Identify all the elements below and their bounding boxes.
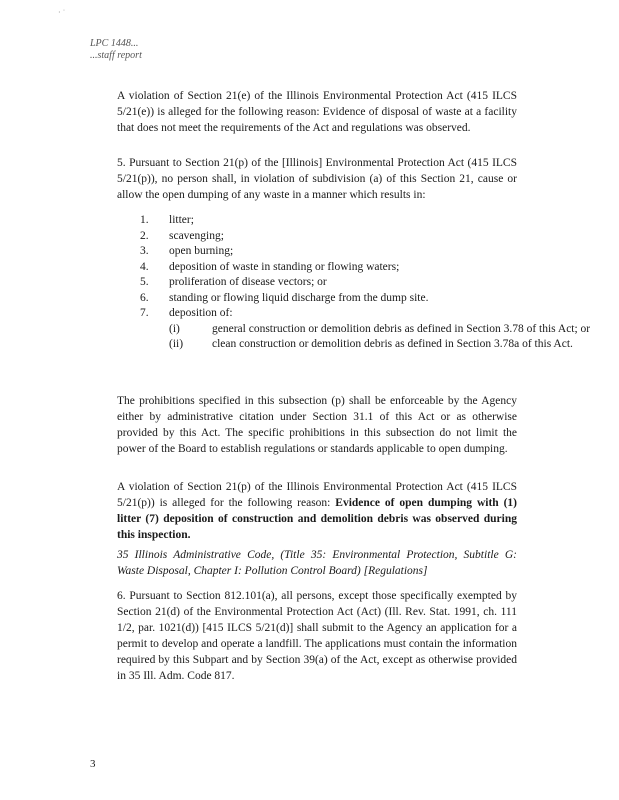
prohibitions-paragraph: The prohibitions specified in this subsection (p) shall be enforceable by the Agency either by administrative citation under Section 31.1 of this Act or as otherwise provided by this Act. The specific prohibitions in this subsection do not limit the power of the Board to establish regulations or standards applicable to open dumping. <box>117 395 517 455</box>
sub-list-item: (i) general construction or demolition debris as defined in Section 3.78 of this Act; or <box>169 322 591 335</box>
list-item-number: 5. <box>140 276 149 288</box>
list-item-text: deposition of waste in standing or flowing waters; <box>169 260 400 273</box>
violation-21p-finding: Evidence of open dumping with (1) litter (7) deposition of construction and demolition debris was observed during this inspection. <box>117 497 517 541</box>
list-item-number: 4. <box>140 260 149 273</box>
deposition-sublist <box>169 322 590 353</box>
header-line-2: ...staff report <box>90 50 142 61</box>
header-line-1: LPC 1448... <box>90 38 139 49</box>
sub-item-text: general construction or demolition debris as defined in Section 3.78 of this Act; or <box>212 322 591 335</box>
section-5-paragraph: 5. Pursuant to Section 21(p) of the [Illinois] Environmental Protection Act (415 ILCS 5/21(p)), no person shall, in violation of subdivision (a) of this Section 21, cause or allow the open dumping of any waste in a manner which results in: <box>117 157 517 201</box>
sub-list-item <box>169 337 590 353</box>
list-item-number: 3. <box>140 245 149 257</box>
list-item <box>140 260 590 276</box>
scan-specks: · ˙ <box>58 8 66 17</box>
list-item <box>140 275 590 291</box>
list-item <box>140 213 590 229</box>
list-item-text: deposition of: <box>169 307 233 319</box>
violation-21e-paragraph: A violation of Section 21(e) of the Illinois Environmental Protection Act (415 ILCS 5/21(e)) is alleged for the following reason: Evidence of disposal of waste at a facility that does not meet the requirements of the Act and regulations was observed. <box>117 90 517 134</box>
page-header <box>90 38 142 62</box>
sub-item-text: clean construction or demolition debris as defined in Section 3.78a of this Act. <box>212 338 573 350</box>
list-item <box>140 306 590 353</box>
page-number: 3 <box>90 758 96 770</box>
list-item-number: 7. <box>140 307 149 319</box>
list-item-text: open burning; <box>169 245 234 257</box>
violation-21p-paragraph <box>117 479 517 543</box>
admin-code-heading: 35 Illinois Administrative Code, (Title 35: Environmental Protection, Subtitle G: Waste Disposal, Chapter I: Pollution Control Board) [Regulations] <box>117 549 517 577</box>
list-item-number: 1. <box>140 214 149 226</box>
list-item-number: 2. <box>140 229 149 242</box>
list-item-text: standing or flowing liquid discharge from the dump site. <box>169 291 429 304</box>
list-item <box>140 229 590 245</box>
list-item <box>140 244 590 260</box>
list-item-text: proliferation of disease vectors; or <box>169 276 327 288</box>
list-item-text: scavenging; <box>169 229 224 242</box>
section-6-paragraph: 6. Pursuant to Section 812.101(a), all persons, except those specifically exempted by Section 21(d) of the Environmental Protection Act (Act) (Ill. Rev. Stat. 1991, ch. 111 1/2, par. 1021(d)) [415 ILCS 5/21(d)] shall submit to the Agency an application for a permit to develop and operate a landfill. The applications must contain the information required by this Subpart and by Section 39(a) of the Act, except as otherwise provided in 35 Ill. Adm. Code 817. <box>117 590 517 682</box>
open-dumping-list <box>140 213 590 353</box>
list-item-number: 6. <box>140 291 149 304</box>
list-item-text: litter; <box>169 214 194 226</box>
violation-21p-prefix: A violation of Section 21(p) of the Illinois Environmental Protection Act (415 ILCS 5/21(p)) is alleged for the following reason: <box>117 481 517 509</box>
list-item <box>140 291 590 307</box>
